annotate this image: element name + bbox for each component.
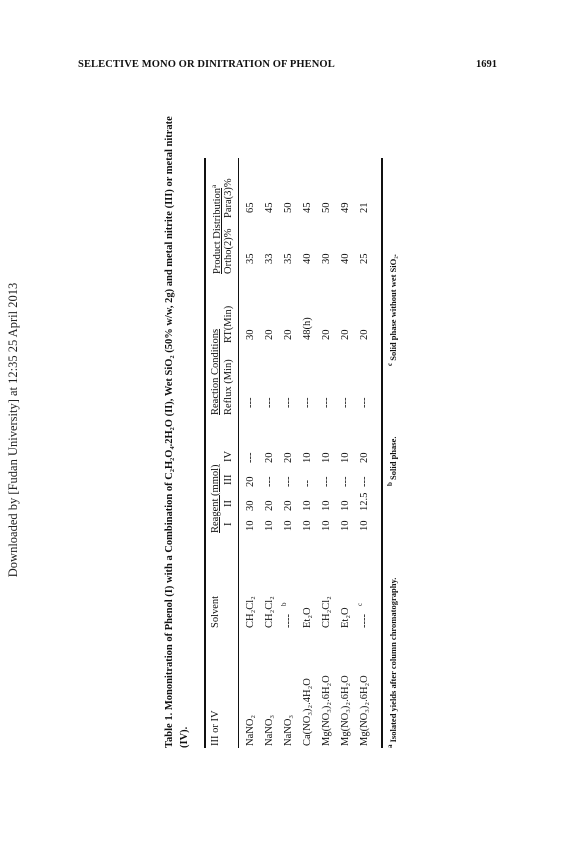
cell-reagent-II: 30 [245, 500, 256, 511]
cell-reagent-IV: 20 [264, 452, 275, 463]
subheader-II: II [223, 500, 234, 507]
cell-ortho: 25 [359, 253, 370, 264]
cell-reagent-III: --- [321, 476, 332, 487]
footnote-b-mark: b [386, 482, 394, 486]
cell-reflux: --- [359, 397, 370, 408]
cell-reagent-II: 10 [321, 500, 332, 511]
cell-reflux: --- [321, 397, 332, 408]
cell-reflux: --- [283, 397, 294, 408]
cell-reagent-I: 10 [321, 520, 332, 531]
footnote-a [386, 578, 398, 748]
cell-reagent-II: 12.5 [359, 492, 370, 511]
footnote-c-text: Solid phase without wet SiO₂. [388, 254, 398, 361]
running-head: SELECTIVE MONO OR DINITRATION OF PHENOL [78, 59, 335, 70]
cell-solvent: CH₂Cl₂ [321, 596, 332, 628]
cell-reagent-I: 10 [264, 520, 275, 531]
footnote-a-text: Isolated yields after column chromatography. [388, 577, 398, 743]
top-rule [204, 158, 206, 748]
cell-reagent-IV: 20 [359, 452, 370, 463]
cell-rt: 48(h) [302, 317, 313, 340]
table-caption: Table 1. Mononitration of Phenol (I) with a Combination of C₂H₂O₄.2H₂O (II), Wet SiO₂ (50% w/w, 2g) and metal nitrite (III) or metal nitrate (IV). [164, 116, 190, 748]
header-rule [238, 158, 239, 748]
cell-solvent-mark: c [356, 602, 364, 606]
cell-ortho: 35 [283, 253, 294, 264]
download-watermark: Downloaded by [Fudan University] at 12:35 25 April 2013 [6, 282, 20, 578]
cell-rt: 20 [340, 329, 351, 340]
cell-para: 65 [245, 202, 256, 213]
header-reagent-group: Reagent (mmol) [210, 464, 221, 533]
cell-solvent: CH₂Cl₂ [245, 596, 256, 628]
cell-para: 45 [302, 202, 313, 213]
cell-reagent-I: 10 [302, 520, 313, 531]
cell-reagent-III: --- [283, 476, 294, 487]
cell-para: 50 [283, 202, 294, 213]
cell-para: 45 [264, 202, 275, 213]
cell-reagent-I: 10 [340, 520, 351, 531]
subheader-I: I [223, 522, 234, 526]
cell-reagent: Mg(NO₃)₂.6H₂O [359, 675, 370, 746]
footnote-c-mark: c [386, 362, 394, 366]
cell-solvent: ---- [283, 614, 294, 628]
cell-reagent-IV: 10 [302, 452, 313, 463]
footnote-c [386, 254, 398, 366]
header-product-mark: a [210, 184, 218, 188]
cell-reagent-IV: 10 [321, 452, 332, 463]
cell-reagent: Mg(NO₃)₂.6H₂O [340, 675, 351, 746]
cell-reagent-II: 20 [264, 500, 275, 511]
cell-ortho: 40 [302, 253, 313, 264]
cell-rt: 20 [264, 329, 275, 340]
cell-ortho: 40 [340, 253, 351, 264]
cell-solvent: Et₂O [340, 607, 351, 628]
cell-reagent: NaNO₃ [264, 714, 275, 746]
cell-reflux: --- [340, 397, 351, 408]
cell-reagent-III: --- [359, 476, 370, 487]
cell-reagent-III: -- [302, 480, 313, 487]
footnote-b [386, 437, 398, 487]
cell-reagent-III: --- [340, 476, 351, 487]
subheader-para: Para(3)% [223, 178, 234, 218]
subheader-ortho: Ortho(2)% [223, 228, 234, 274]
cell-reagent-III: --- [264, 476, 275, 487]
rotated-table-block [162, 98, 407, 748]
cell-rt: 20 [359, 329, 370, 340]
cell-reflux: --- [245, 397, 256, 408]
cell-reagent-I: 10 [359, 520, 370, 531]
cell-para: 50 [321, 202, 332, 213]
subheader-rt: RT(Min) [223, 305, 234, 343]
footnote-a-mark: a [386, 744, 394, 748]
cell-ortho: 30 [321, 253, 332, 264]
cell-solvent: ---- [359, 614, 370, 628]
subheader-IV: IV [223, 450, 234, 462]
cell-rt: 20 [321, 329, 332, 340]
cell-rt: 20 [283, 329, 294, 340]
cell-ortho: 33 [264, 253, 275, 264]
header-reagent-column: III or IV [210, 710, 221, 746]
header-solvent-column: Solvent [210, 595, 221, 628]
page-number: 1691 [476, 59, 497, 70]
cell-solvent: Et₂O [302, 607, 313, 628]
header-conditions-group: Reaction Conditions [210, 328, 221, 415]
cell-reagent: Mg(NO₃)₂.6H₂O [321, 675, 332, 746]
cell-reagent-II: 20 [283, 500, 294, 511]
cell-reagent-IV: 20 [283, 452, 294, 463]
footnote-b-text: Solid phase. [388, 436, 398, 480]
cell-reagent-II: 10 [340, 500, 351, 511]
bottom-rule [381, 158, 383, 748]
cell-para: 49 [340, 202, 351, 213]
cell-reagent: Ca(NO₃)₂.4H₂O [302, 678, 313, 746]
cell-reagent-III: 20 [245, 476, 256, 487]
cell-ortho: 35 [245, 253, 256, 264]
cell-reflux: --- [264, 397, 275, 408]
cell-reagent: NaNO₂ [245, 714, 256, 746]
cell-reagent-II: 10 [302, 500, 313, 511]
cell-reagent-IV: --- [245, 452, 256, 463]
cell-reagent-I: 10 [283, 520, 294, 531]
cell-solvent: CH₂Cl₂ [264, 596, 275, 628]
header-product-group [210, 185, 223, 274]
cell-rt: 30 [245, 329, 256, 340]
cell-para: 21 [359, 202, 370, 213]
cell-reagent-IV: 10 [340, 452, 351, 463]
cell-reagent-I: 10 [245, 520, 256, 531]
header-product-label: Product Distribution [212, 187, 223, 274]
cell-solvent-mark: b [280, 602, 288, 606]
cell-reflux: --- [302, 397, 313, 408]
subheader-III: III [223, 474, 234, 485]
subheader-reflux: Reflux (Min) [223, 359, 234, 415]
cell-reagent: NaNO₃ [283, 714, 294, 746]
